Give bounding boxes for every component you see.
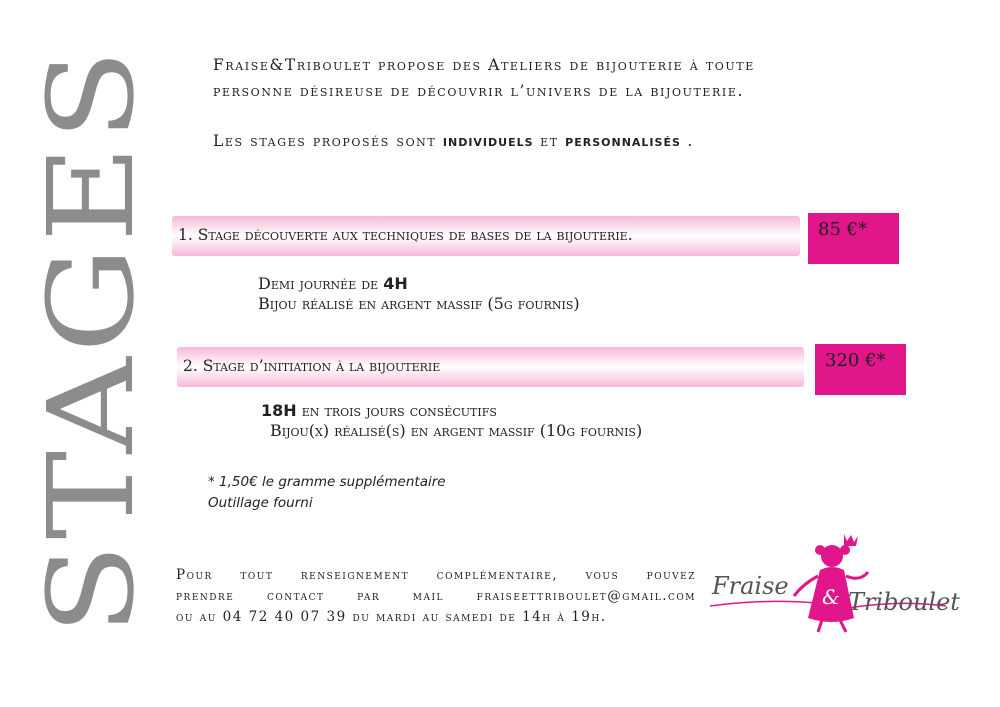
intro-stages-line: [213, 128, 913, 154]
intro-line-1: Fraise&Triboulet propose des Ateliers de bijouterie à toute: [213, 56, 755, 74]
stage1-detail-1-prefix: Demi journée de: [258, 274, 379, 293]
stage1-banner: [172, 216, 800, 256]
contact-line-2: prendre contact par mail fraiseettriboulet@gmail.com: [176, 588, 696, 604]
stage1-details: [258, 274, 580, 314]
contact-info: [176, 565, 696, 628]
title-text: STAGES: [22, 111, 160, 635]
stage2-banner: [177, 347, 804, 387]
stage1-price: 85 €*: [818, 219, 868, 240]
stage1-detail-1: [258, 274, 580, 294]
word-et: et: [540, 132, 559, 150]
stage1-duration: 4H: [383, 274, 408, 293]
footnote-price: * 1,50€ le gramme supplémentaire: [208, 474, 446, 490]
stage2-detail-1: [261, 401, 642, 421]
word-individuels: individuels: [442, 132, 534, 150]
logo-word-fraise: Fraise: [712, 572, 789, 600]
brand-logo: [708, 528, 960, 638]
logo-word-triboulet: Triboulet: [848, 588, 960, 616]
word-personnalises: personnalisés: [565, 132, 681, 150]
stage2-price: 320 €*: [825, 350, 886, 371]
stage2-duration: 18H: [261, 401, 297, 420]
intro-line-2: personne désireuse de découvrir l’univers de la bijouterie.: [213, 82, 745, 100]
page-title: [22, 40, 160, 640]
contact-line-3: ou au 04 72 40 07 39 du mardi au samedi de 14h à 19h.: [176, 609, 607, 625]
contact-line-1: Pour tout renseignement complémentaire, vous pouvez: [176, 567, 696, 583]
logo-ampersand: &: [822, 585, 840, 609]
footnotes: [208, 472, 446, 514]
stages-end: .: [687, 132, 694, 150]
stage2-price-box: [815, 344, 906, 395]
stage1-price-box: [808, 213, 899, 264]
vertical-title-svg: [22, 40, 160, 640]
stage2-detail-2: Bijou(x) réalisé(s) en argent massif (10g fournis): [270, 421, 643, 440]
stage2-details: [261, 401, 642, 441]
footnote-tools: Outillage fourni: [208, 495, 313, 511]
stage2-title: 2. Stage d’initiation à la bijouterie: [183, 357, 441, 375]
stage2-detail-1-suffix: en trois jours consécutifs: [301, 401, 497, 420]
stage1-title: 1. Stage découverte aux techniques de bases de la bijouterie.: [178, 226, 633, 244]
stages-prefix: Les stages proposés sont: [213, 132, 437, 150]
intro-text: [213, 52, 913, 154]
stage1-detail-2: Bijou réalisé en argent massif (5g fournis): [258, 294, 580, 313]
girl-with-crown-logo-icon: [708, 528, 960, 638]
